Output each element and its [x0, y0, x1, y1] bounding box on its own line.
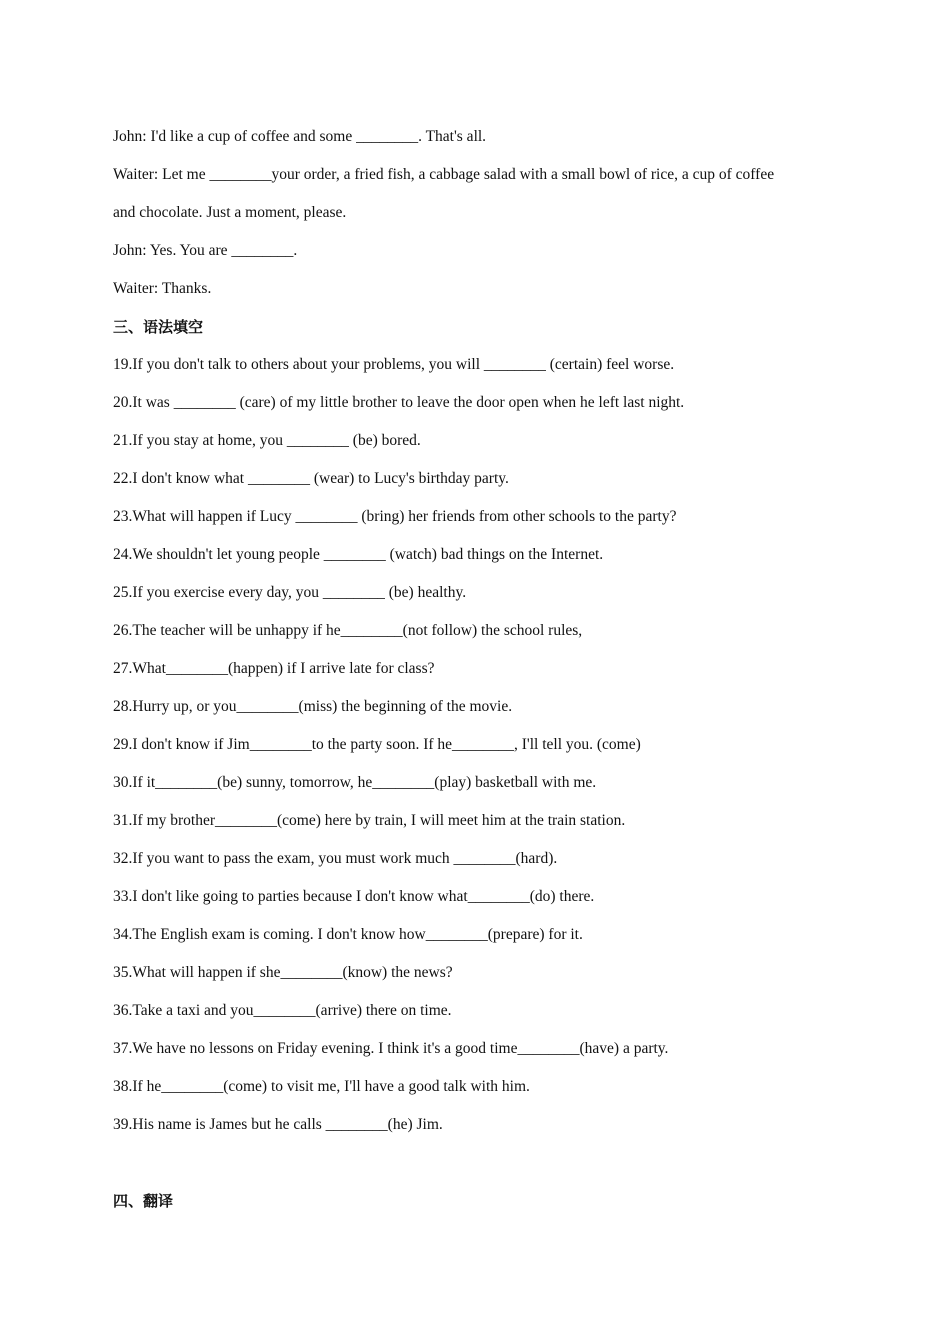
question-37: 37.We have no lessons on Friday evening. I think it's a good time________(have) a party. — [113, 1040, 669, 1057]
question-30: 30.If it________(be) sunny, tomorrow, he________(play) basketball with me. — [113, 774, 597, 791]
section-title-translation: 四、翻译 — [113, 1192, 174, 1210]
question-27: 27.What________(happen) if I arrive late for class? — [113, 660, 435, 677]
dialogue-line-1: John: I'd like a cup of coffee and some ________. That's all. — [113, 128, 487, 145]
question-26: 26.The teacher will be unhappy if he________(not follow) the school rules, — [113, 622, 583, 639]
question-29: 29.I don't know if Jim________to the party soon. If he________, I'll tell you. (come) — [113, 736, 641, 753]
question-32: 32.If you want to pass the exam, you must work much ________(hard). — [113, 850, 558, 867]
question-22: 22.I don't know what ________ (wear) to Lucy's birthday party. — [113, 470, 509, 487]
question-31: 31.If my brother________(come) here by train, I will meet him at the train station. — [113, 812, 626, 829]
question-24: 24.We shouldn't let young people ________ (watch) bad things on the Internet. — [113, 546, 604, 563]
question-39: 39.His name is James but he calls ________(he) Jim. — [113, 1116, 443, 1133]
section-title-grammar: 三、语法填空 — [113, 318, 204, 336]
dialogue-line-4: John: Yes. You are ________. — [113, 242, 298, 259]
dialogue-line-5: Waiter: Thanks. — [113, 280, 212, 297]
blank-spacer — [113, 1144, 843, 1182]
dialogue-line-3: and chocolate. Just a moment, please. — [113, 204, 347, 221]
question-19: 19.If you don't talk to others about your problems, you will ________ (certain) feel worse. — [113, 356, 675, 373]
question-28: 28.Hurry up, or you________(miss) the beginning of the movie. — [113, 698, 513, 715]
question-35: 35.What will happen if she________(know) the news? — [113, 964, 453, 981]
question-25: 25.If you exercise every day, you ________ (be) healthy. — [113, 584, 467, 601]
worksheet-page — [113, 118, 843, 1220]
question-20: 20.It was ________ (care) of my little brother to leave the door open when he left last night. — [113, 394, 685, 411]
question-21: 21.If you stay at home, you ________ (be) bored. — [113, 432, 421, 449]
question-38: 38.If he________(come) to visit me, I'll have a good talk with him. — [113, 1078, 530, 1095]
question-34: 34.The English exam is coming. I don't know how________(prepare) for it. — [113, 926, 583, 943]
dialogue-line-2: Waiter: Let me ________your order, a fried fish, a cabbage salad with a small bowl of rice, a cup of coffee — [113, 166, 775, 183]
question-36: 36.Take a taxi and you________(arrive) there on time. — [113, 1002, 452, 1019]
question-23: 23.What will happen if Lucy ________ (bring) her friends from other schools to the party? — [113, 508, 677, 525]
question-33: 33.I don't like going to parties because I don't know what________(do) there. — [113, 888, 595, 905]
